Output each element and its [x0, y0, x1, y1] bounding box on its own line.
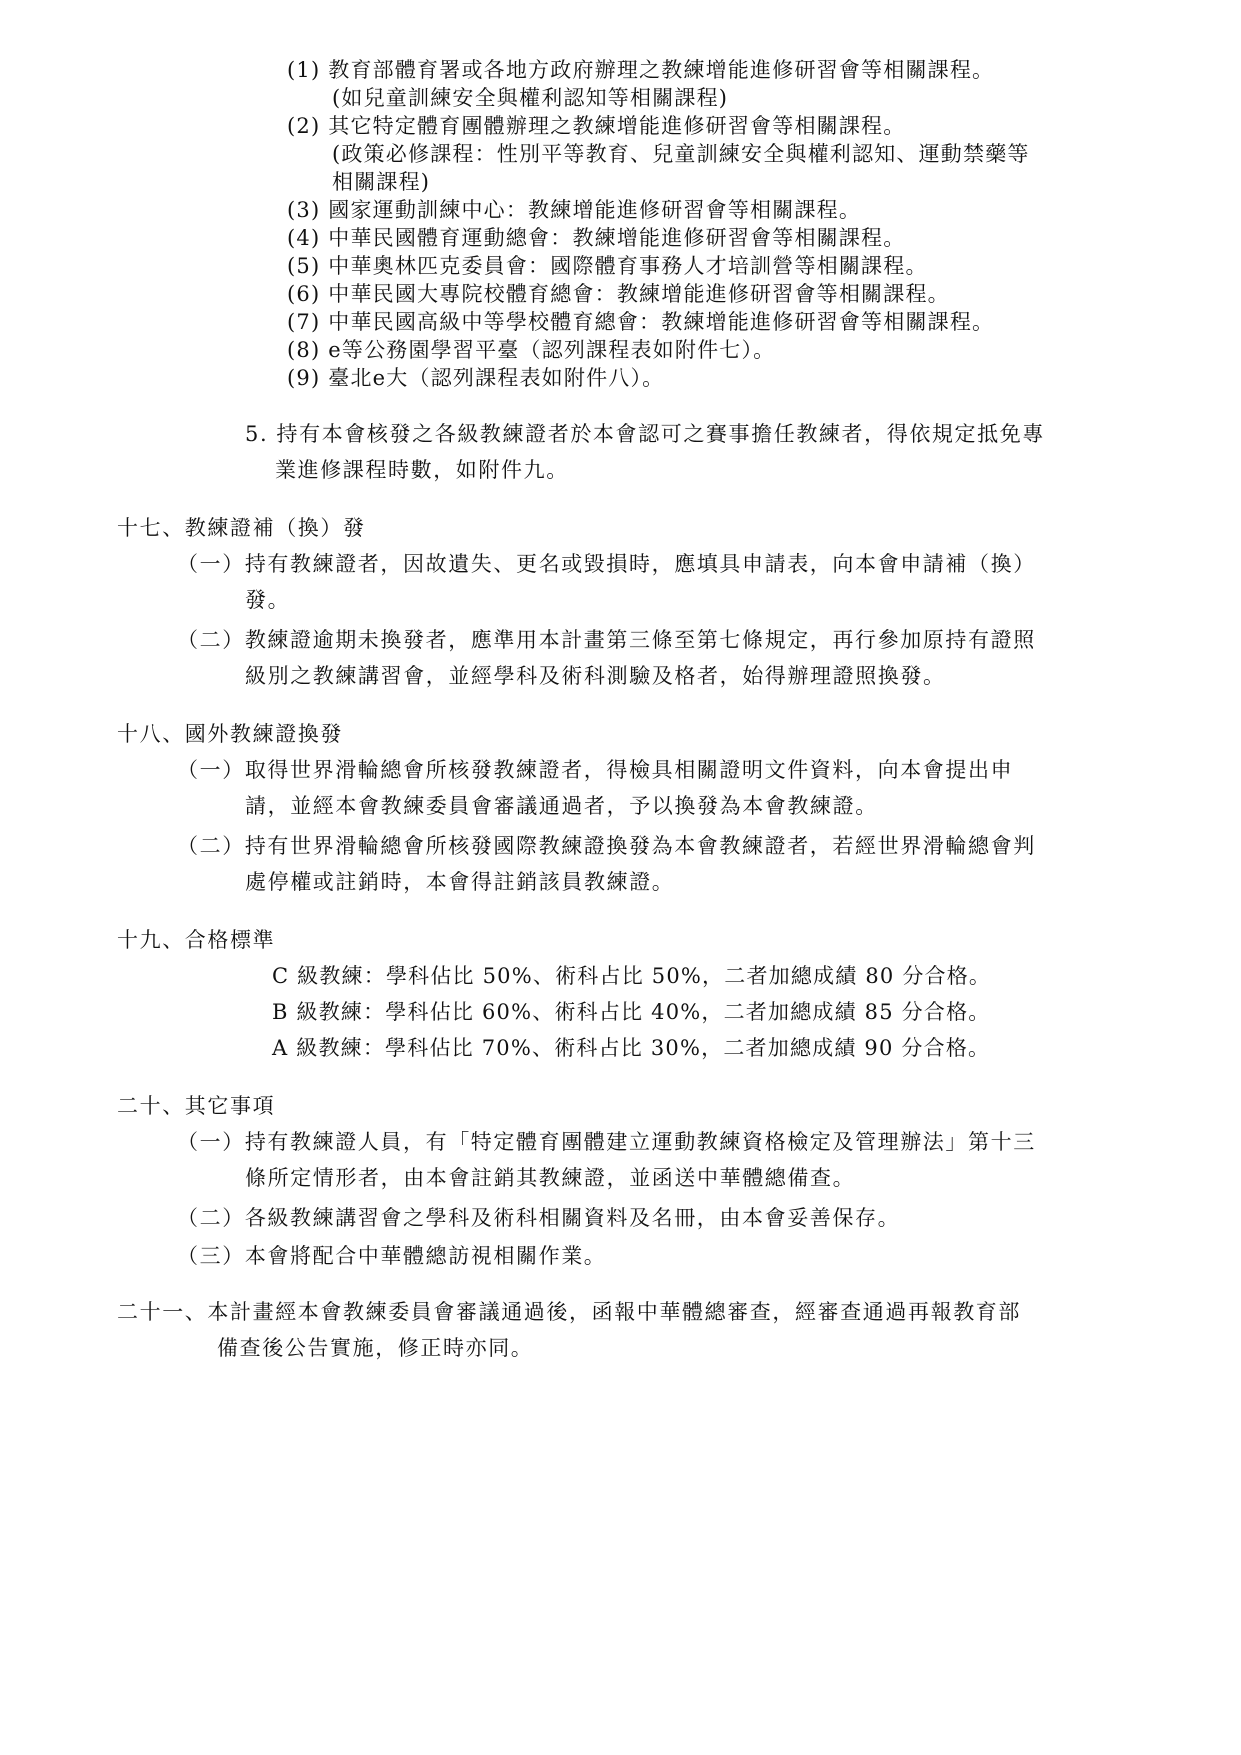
section-21-cont: 備查後公告實施，修正時亦同。: [217, 1336, 534, 1360]
standard-c: C 級教練：學科佔比 50%、術科占比 50%，二者加總成績 80 分合格。: [272, 964, 992, 988]
standard-a: A 級教練：學科佔比 70%、術科占比 30%，二者加總成績 90 分合格。: [272, 1036, 991, 1060]
section-20-item-1: （一）持有教練證人員，有「特定體育團體建立運動教練資格檢定及管理辦法」第十三: [177, 1130, 1036, 1154]
sub-item-7: (7) 中華民國高級中等學校體育總會：教練增能進修研習會等相關課程。: [287, 310, 995, 334]
sub-item-1-note: (如兒童訓練安全與權利認知等相關課程): [332, 86, 729, 110]
sub-item-3: (3) 國家運動訓練中心：教練增能進修研習會等相關課程。: [287, 198, 862, 222]
sub-item-2: (2) 其它特定體育團體辦理之教練增能進修研習會等相關課程。: [287, 114, 906, 138]
sub-item-2-note-cont: 相關課程): [332, 170, 431, 194]
sub-item-9: (9) 臺北e大（認列課程表如附件八）。: [287, 366, 665, 390]
section-17-heading: 十七、教練證補（換）發: [117, 516, 366, 540]
section-18-item-1-cont: 請，並經本會教練委員會審議通過者，予以換發為本會教練證。: [245, 794, 878, 818]
section-21: 二十一、本計畫經本會教練委員會審議通過後，函報中華體總審查，經審查通過再報教育部: [117, 1300, 1021, 1324]
sub-item-5: (5) 中華奧林匹克委員會：國際體育事務人才培訓營等相關課程。: [287, 254, 928, 278]
item-5: 5. 持有本會核發之各級教練證者於本會認可之賽事擔任教練者，得依規定抵免專: [245, 422, 1045, 446]
sub-item-8: (8) e等公務園學習平臺（認列課程表如附件七）。: [287, 338, 776, 362]
item-5-cont: 業進修課程時數，如附件九。: [275, 458, 569, 482]
standard-b: B 級教練：學科佔比 60%、術科占比 40%，二者加總成績 85 分合格。: [272, 1000, 991, 1024]
section-18-heading: 十八、國外教練證換發: [117, 722, 343, 746]
sub-item-4: (4) 中華民國體育運動總會：教練增能進修研習會等相關課程。: [287, 226, 906, 250]
section-18-item-2: （二）持有世界滑輪總會所核發國際教練證換發為本會教練證者，若經世界滑輪總會判: [177, 834, 1036, 858]
sub-item-1: (1) 教育部體育署或各地方政府辦理之教練增能進修研習會等相關課程。: [287, 58, 995, 82]
section-17-item-2-cont: 級別之教練講習會，並經學科及術科測驗及格者，始得辦理證照換發。: [245, 664, 946, 688]
section-18-item-2-cont: 處停權或註銷時，本會得註銷該員教練證。: [245, 870, 675, 894]
section-20-item-1-cont: 條所定情形者，由本會註銷其教練證，並函送中華體總備查。: [245, 1166, 856, 1190]
section-18-item-1: （一）取得世界滑輪總會所核發教練證者，得檢具相關證明文件資料，向本會提出申: [177, 758, 1014, 782]
section-20-heading: 二十、其它事項: [117, 1094, 276, 1118]
section-17-item-1: （一）持有教練證者，因故遺失、更名或毀損時，應填具申請表，向本會申請補（換）: [177, 552, 1036, 576]
section-17-item-1-cont: 發。: [245, 588, 291, 612]
sub-item-2-note: (政策必修課程：性別平等教育、兒童訓練安全與權利認知、運動禁藥等: [332, 142, 1030, 166]
section-19-heading: 十九、合格標準: [117, 928, 276, 952]
section-17-item-2: （二）教練證逾期未換發者，應準用本計畫第三條至第七條規定，再行參加原持有證照: [177, 628, 1036, 652]
section-20-item-2: （二）各級教練講習會之學科及術科相關資料及名冊，由本會妥善保存。: [177, 1206, 901, 1230]
section-20-item-3: （三）本會將配合中華體總訪視相關作業。: [177, 1244, 607, 1268]
sub-item-6: (6) 中華民國大專院校體育總會：教練增能進修研習會等相關課程。: [287, 282, 950, 306]
